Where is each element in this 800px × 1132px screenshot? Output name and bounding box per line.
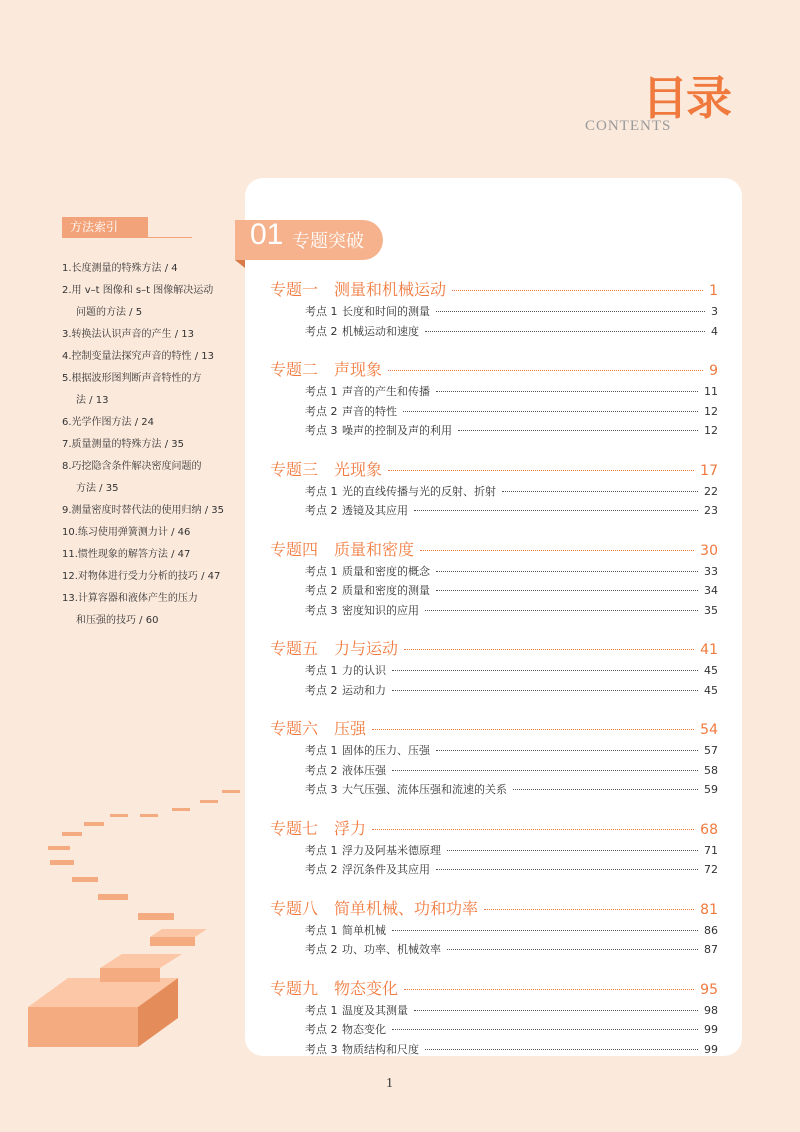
method-index-item[interactable] — [62, 500, 240, 522]
toc-subtopic[interactable] — [270, 781, 718, 801]
toc-topic[interactable] — [270, 896, 718, 922]
toc-topic-page: 95 — [700, 981, 718, 998]
toc-subtopic-label: 考点 1 — [305, 843, 338, 857]
toc-subtopic[interactable] — [270, 922, 718, 942]
method-index-item[interactable] — [62, 456, 240, 500]
toc-subtopic-page: 12 — [704, 404, 718, 418]
toc-subtopic-page: 34 — [704, 584, 718, 597]
method-index-item-text: 12.对物体进行受力分析的技巧 / 47 — [62, 571, 221, 582]
toc-leader — [392, 770, 698, 771]
toc-leader — [484, 909, 694, 910]
toc-subtopic-page: 45 — [704, 683, 718, 697]
contents-heading-zh: 目录 — [642, 71, 730, 125]
toc-topic-page: 1 — [709, 283, 718, 299]
toc-subtopic-title: 大气压强、流体压强和流速的关系 — [342, 783, 507, 796]
toc-subtopic-title: 声音的特性 — [342, 404, 397, 418]
toc-leader — [447, 949, 698, 950]
method-index-item[interactable] — [62, 258, 240, 280]
toc-subtopic[interactable] — [270, 662, 718, 682]
toc-topic-page: 54 — [700, 722, 718, 738]
toc-topic-title: 专题五 力与运动 — [270, 639, 399, 658]
toc-subtopic-title: 透镜及其应用 — [342, 504, 408, 517]
method-index-item-text: 11.惯性现象的解答方法 / 47 — [62, 549, 191, 560]
toc-leader — [388, 370, 703, 371]
toc-leader — [414, 1010, 698, 1011]
method-index-item-text: 7.质量测量的特殊方法 / 35 — [62, 439, 184, 450]
toc-subtopic[interactable] — [270, 762, 718, 782]
toc-topic-title: 专题三 光现象 — [270, 459, 383, 479]
toc-leader — [388, 470, 694, 471]
toc-topic-page: 30 — [700, 542, 718, 559]
toc-subtopic-label: 考点 1 — [305, 744, 338, 757]
toc-subtopic-label: 考点 3 — [305, 783, 338, 796]
toc-subtopic[interactable] — [270, 323, 718, 343]
toc-topic-title: 专题一 测量和机械运动 — [270, 280, 447, 299]
toc-subtopic[interactable] — [270, 383, 718, 403]
toc-leader — [372, 829, 694, 830]
method-index-item-text: 4.控制变量法探究声音的特性 / 13 — [62, 351, 214, 362]
toc-topic[interactable] — [270, 816, 718, 842]
toc-topic[interactable] — [270, 457, 718, 483]
toc-subtopic[interactable] — [270, 582, 718, 602]
toc-subtopic-label: 考点 2 — [305, 763, 338, 777]
toc-leader — [392, 1029, 698, 1030]
toc-subtopic-label: 考点 2 — [305, 404, 338, 418]
toc-subtopic-page: 23 — [704, 504, 718, 517]
method-index-item-text-cont: 方法 / 35 — [76, 483, 119, 494]
method-index-item-text-cont: 和压强的技巧 / 60 — [76, 615, 159, 626]
toc-subtopic[interactable] — [270, 422, 718, 442]
stairs-illustration — [0, 760, 260, 1080]
toc-leader — [403, 411, 698, 412]
toc-leader — [425, 331, 705, 332]
toc-subtopic-label: 考点 1 — [305, 1003, 338, 1017]
toc-subtopic[interactable] — [270, 483, 718, 503]
toc-subtopic[interactable] — [270, 502, 718, 522]
toc-subtopic-title: 浮沉条件及其应用 — [342, 863, 430, 876]
toc-leader — [447, 850, 698, 851]
toc-subtopic[interactable] — [270, 602, 718, 622]
toc-topic[interactable] — [270, 636, 718, 662]
toc-subtopic-title: 质量和密度的概念 — [342, 564, 430, 578]
method-index-item[interactable] — [62, 544, 240, 566]
toc-topic[interactable] — [270, 277, 718, 303]
method-index-item[interactable] — [62, 434, 240, 456]
section-badge-fold — [235, 260, 245, 268]
toc-subtopic-label: 考点 3 — [305, 603, 338, 617]
toc-leader — [372, 729, 694, 730]
toc-topic-page: 9 — [709, 363, 718, 379]
toc-subtopic-page: 57 — [704, 744, 718, 757]
toc-leader — [513, 789, 698, 790]
toc-subtopic-page: 3 — [711, 305, 718, 318]
toc-leader — [436, 391, 698, 392]
toc-subtopic-page: 33 — [704, 564, 718, 578]
toc-leader — [436, 869, 698, 870]
toc-subtopic[interactable] — [270, 682, 718, 702]
toc-topic-page: 81 — [700, 901, 718, 918]
method-index-item[interactable] — [62, 324, 240, 346]
toc-subtopic-title: 长度和时间的测量 — [342, 305, 430, 318]
method-index-item-text: 5.根据波形图判断声音特性的方 — [62, 373, 202, 384]
toc-topic[interactable] — [270, 716, 718, 742]
toc-topic-title: 专题七 浮力 — [270, 818, 367, 838]
toc-subtopic-title: 功、功率、机械效率 — [342, 943, 441, 956]
toc-subtopic-page: 11 — [704, 385, 718, 398]
method-index-item-text: 8.巧挖隐含条件解决密度问题的 — [62, 461, 202, 472]
method-index-item[interactable] — [62, 588, 240, 632]
toc-leader — [502, 491, 698, 492]
toc-subtopic-label: 考点 3 — [305, 1042, 338, 1056]
method-index-item-text: 13.计算容器和液体产生的压力 — [62, 593, 198, 604]
method-index-item-text: 10.练习使用弹簧测力计 / 46 — [62, 527, 191, 538]
toc-subtopic-page: 35 — [704, 603, 718, 617]
toc-subtopic-title: 声音的产生和传播 — [342, 385, 430, 398]
toc-subtopic-label: 考点 2 — [305, 1023, 338, 1036]
method-index-divider — [62, 237, 192, 238]
toc-topic[interactable] — [270, 976, 718, 1002]
toc-subtopic[interactable] — [270, 563, 718, 583]
toc-leader — [436, 590, 698, 591]
method-index-item-text: 6.光学作图方法 / 24 — [62, 417, 154, 428]
section-title: 专题突破 — [292, 231, 364, 252]
toc-subtopic-title: 简单机械 — [342, 923, 386, 937]
toc-subtopic-label: 考点 3 — [305, 424, 338, 437]
method-index-item[interactable] — [62, 346, 240, 368]
toc-subtopic-page: 59 — [704, 783, 718, 796]
toc-leader — [392, 690, 698, 691]
toc-subtopic-label: 考点 2 — [305, 324, 338, 338]
toc-subtopic-title: 力的认识 — [342, 664, 386, 677]
method-index-item[interactable] — [62, 522, 240, 544]
toc-subtopic-label: 考点 1 — [305, 564, 338, 578]
method-index-item-text: 2.用 v–t 图像和 s–t 图像解决运动 — [62, 285, 214, 296]
method-index-item[interactable] — [62, 566, 240, 588]
toc-list — [270, 277, 718, 1060]
toc-subtopic-label: 考点 2 — [305, 683, 338, 697]
toc-subtopic-label: 考点 2 — [305, 504, 338, 517]
toc-leader — [436, 750, 698, 751]
toc-subtopic-title: 固体的压力、压强 — [342, 744, 430, 757]
toc-leader — [420, 550, 694, 551]
toc-leader — [404, 989, 694, 990]
toc-subtopic-page: 86 — [704, 923, 718, 937]
toc-topic[interactable] — [270, 357, 718, 383]
toc-subtopic-title: 运动和力 — [342, 683, 386, 697]
toc-leader — [436, 311, 705, 312]
toc-subtopic-page: 58 — [704, 763, 718, 777]
toc-subtopic-title: 质量和密度的测量 — [342, 584, 430, 597]
toc-subtopic-label: 考点 2 — [305, 943, 338, 956]
toc-subtopic-page: 99 — [704, 1023, 718, 1036]
page-number: 1 — [386, 1076, 393, 1091]
method-index-list — [62, 258, 240, 632]
toc-topic-page: 68 — [700, 821, 718, 838]
toc-subtopic-title: 机械运动和速度 — [342, 324, 419, 338]
toc-subtopic-label: 考点 1 — [305, 664, 338, 677]
toc-topic-title: 专题四 质量和密度 — [270, 539, 415, 559]
toc-subtopic-page: 98 — [704, 1003, 718, 1017]
toc-subtopic-label: 考点 1 — [305, 305, 338, 318]
toc-subtopic-page: 72 — [704, 863, 718, 876]
toc-leader — [425, 610, 698, 611]
toc-subtopic[interactable] — [270, 1002, 718, 1022]
toc-leader — [404, 649, 694, 650]
method-index-item-text-cont: 问题的方法 / 5 — [76, 307, 143, 318]
toc-subtopic[interactable] — [270, 303, 718, 323]
toc-subtopic-title: 密度知识的应用 — [342, 603, 419, 617]
toc-subtopic-page: 12 — [704, 424, 718, 437]
method-index-item-text: 1.长度测量的特殊方法 / 4 — [62, 263, 178, 274]
toc-topic-title: 专题九 物态变化 — [270, 978, 399, 998]
toc-subtopic-label: 考点 1 — [305, 385, 338, 398]
method-index-item-text: 9.测量密度时替代法的使用归纳 / 35 — [62, 505, 224, 516]
toc-subtopic-label: 考点 1 — [305, 484, 338, 498]
method-index-item[interactable] — [62, 412, 240, 434]
toc-subtopic-title: 光的直线传播与光的反射、折射 — [342, 484, 496, 498]
method-index-item[interactable] — [62, 368, 240, 412]
toc-subtopic-title: 物质结构和尺度 — [342, 1042, 419, 1056]
toc-subtopic-page: 4 — [711, 324, 718, 338]
toc-leader — [392, 670, 698, 671]
method-index-tag: 方法索引 — [62, 217, 148, 237]
toc-subtopic-label: 考点 1 — [305, 923, 338, 937]
toc-leader — [392, 930, 698, 931]
method-index-item-text-cont: 法 / 13 — [76, 395, 109, 406]
toc-subtopic-page: 45 — [704, 664, 718, 677]
toc-subtopic[interactable] — [270, 1041, 718, 1061]
toc-subtopic-page: 71 — [704, 843, 718, 857]
toc-leader — [458, 430, 698, 431]
toc-subtopic[interactable] — [270, 1021, 718, 1041]
toc-topic-title: 专题八 简单机械、功和功率 — [270, 898, 479, 918]
toc-topic-page: 41 — [700, 642, 718, 658]
toc-topic[interactable] — [270, 537, 718, 563]
toc-subtopic-title: 物态变化 — [342, 1023, 386, 1036]
toc-subtopic-label: 考点 2 — [305, 584, 338, 597]
toc-topic-title: 专题二 声现象 — [270, 360, 383, 379]
contents-heading-en: CONTENTS — [585, 118, 672, 134]
toc-topic-title: 专题六 压强 — [270, 719, 367, 738]
toc-leader — [436, 571, 698, 572]
toc-subtopic-title: 噪声的控制及声的利用 — [342, 424, 452, 437]
toc-topic-page: 17 — [700, 462, 718, 479]
toc-subtopic-title: 浮力及阿基米德原理 — [342, 843, 441, 857]
toc-leader — [452, 290, 703, 291]
toc-subtopic[interactable] — [270, 403, 718, 423]
toc-subtopic[interactable] — [270, 742, 718, 762]
toc-leader — [425, 1049, 698, 1050]
toc-subtopic[interactable] — [270, 861, 718, 881]
toc-subtopic-page: 22 — [704, 484, 718, 498]
toc-subtopic-title: 液体压强 — [342, 763, 386, 777]
toc-subtopic-page: 87 — [704, 943, 718, 956]
toc-subtopic-label: 考点 2 — [305, 863, 338, 876]
toc-subtopic-page: 99 — [704, 1042, 718, 1056]
toc-subtopic-title: 温度及其测量 — [342, 1003, 408, 1017]
section-number: 01 — [250, 218, 284, 251]
method-index-item[interactable] — [62, 280, 240, 324]
toc-subtopic[interactable] — [270, 941, 718, 961]
toc-leader — [414, 510, 698, 511]
method-index-item-text: 3.转换法认识声音的产生 / 13 — [62, 329, 194, 340]
toc-subtopic[interactable] — [270, 842, 718, 862]
